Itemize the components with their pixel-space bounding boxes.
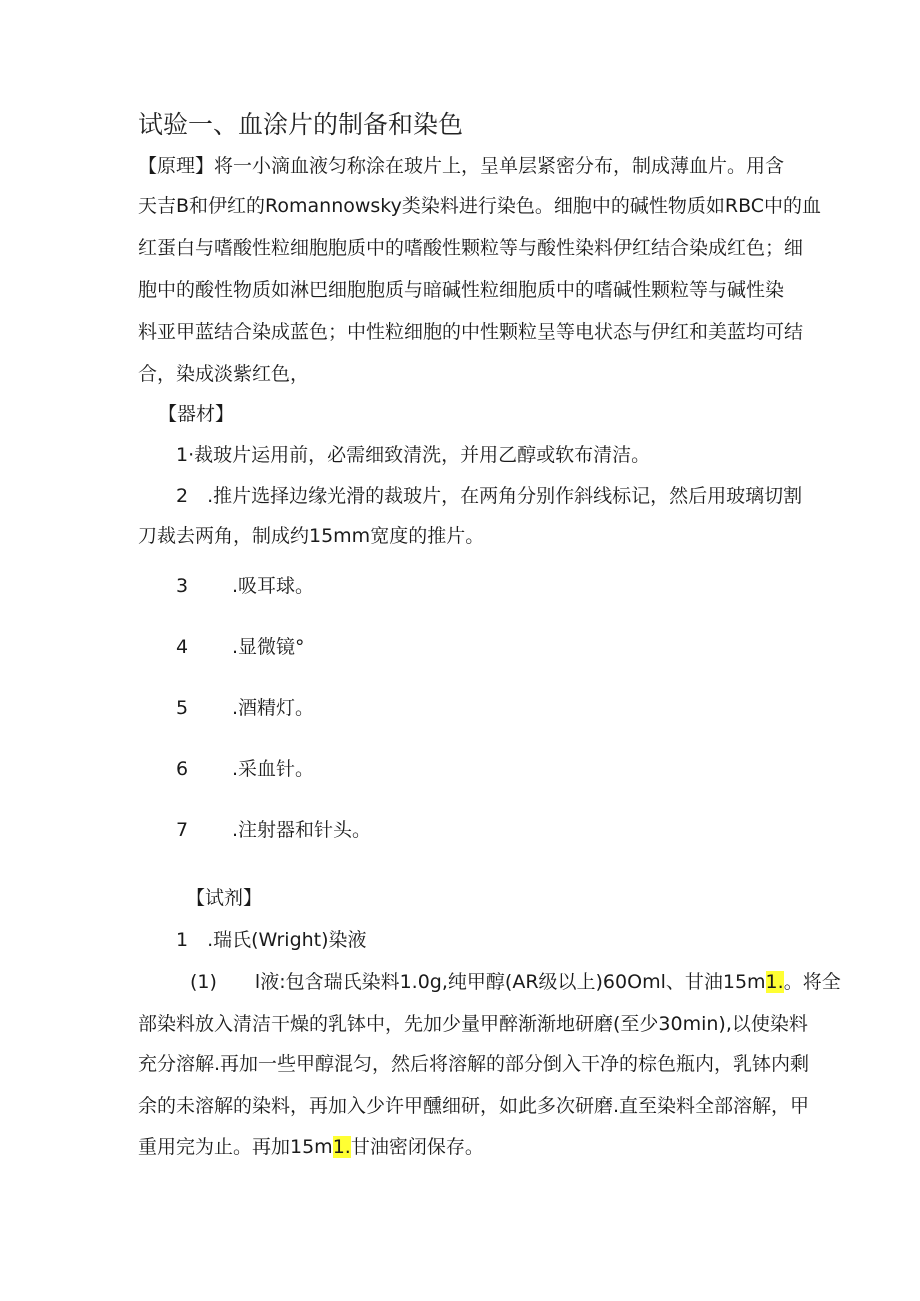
equipment-item-2-line-2: 刀裁去两角，制成约15mm宽度的推片。 (138, 525, 485, 547)
principle-line-6: 合，染成淡紫红色， (138, 363, 310, 385)
equipment-item-6-text: .采血针。 (232, 758, 315, 780)
equipment-heading: 【器材】 (158, 403, 235, 425)
principle-line-3: 红蛋白与嗜酸性粒细胞胞质中的嗜酸性颗粒等与酸性染料伊红结合染成红色；细 (138, 237, 804, 259)
equipment-item-3-text: .吸耳球。 (232, 575, 315, 597)
principle-line-5: 料亚甲蓝结合染成蓝色；中性粒细胞的中性颗粒呈等电状态与伊红和美蓝均可结 (138, 321, 804, 343)
reagent-line-3: 充分溶解.再加一些甲醇混匀，然后将溶解的部分倒入干净的棕色瓶内，乳钵内剩 (138, 1053, 810, 1075)
equipment-item-2-line-1: 2 .推片选择边缘光滑的裁玻片，在两角分别作斜线标记，然后用玻璃切割 (176, 485, 803, 507)
reagent-text-segment: 重用完为止。再加15m (138, 1136, 333, 1158)
reagent-item-1: 1 .瑞氏(Wright)染液 (176, 929, 367, 951)
reagent-text-segment: (1) l液:包含瑞氏染料1.0g,纯甲醇(AR级以上)60Oml、甘油15m (190, 971, 766, 993)
document-title: 试验一、血涂片的制备和染色 (138, 110, 464, 139)
reagent-text-segment: 甘油密闭保存。 (350, 1136, 484, 1158)
equipment-item-6-number: 6 (176, 758, 189, 780)
equipment-item-4-number: 4 (176, 636, 189, 658)
highlight-mark: 1. (765, 971, 784, 993)
equipment-item-5-number: 5 (176, 697, 189, 719)
equipment-item-1: 1·裁玻片运用前，必需细致清洗，并用乙醇或软布清洁。 (176, 444, 651, 466)
equipment-item-7-number: 7 (176, 819, 189, 841)
reagent-line-4: 余的未溶解的染料，再加入少许甲醺细研，如此多次研磨.直至染料全部溶解，甲 (138, 1095, 810, 1117)
equipment-item-4-text: .显微镜° (232, 636, 305, 658)
principle-line-4: 胞中的酸性物质如淋巴细胞胞质与暗碱性粒细胞质中的嗜碱性颗粒等与碱性染 (138, 279, 785, 301)
principle-line-1: 【原理】将一小滴血液匀称涂在玻片上，呈单层紧密分布，制成薄血片。用含 (138, 155, 785, 177)
reagent-line-2: 部染料放入清洁干燥的乳钵中，先加少量甲醉渐渐地研磨(至少30min),以使染料 (138, 1013, 808, 1035)
highlight-mark: 1. (332, 1136, 351, 1158)
reagent-item-1-1-line-1 (190, 970, 841, 994)
equipment-item-3-number: 3 (176, 575, 189, 597)
reagents-heading: 【试剂】 (186, 887, 263, 909)
reagent-line-5 (138, 1135, 484, 1159)
principle-line-2: 天吉B和伊红的Romannowsky类染料进行染色。细胞中的碱性物质如RBC中的血 (138, 195, 822, 217)
reagent-text-segment: 。将全 (783, 971, 841, 993)
equipment-item-7-text: .注射器和针头。 (232, 819, 372, 841)
equipment-item-5-text: .酒精灯。 (232, 697, 315, 719)
